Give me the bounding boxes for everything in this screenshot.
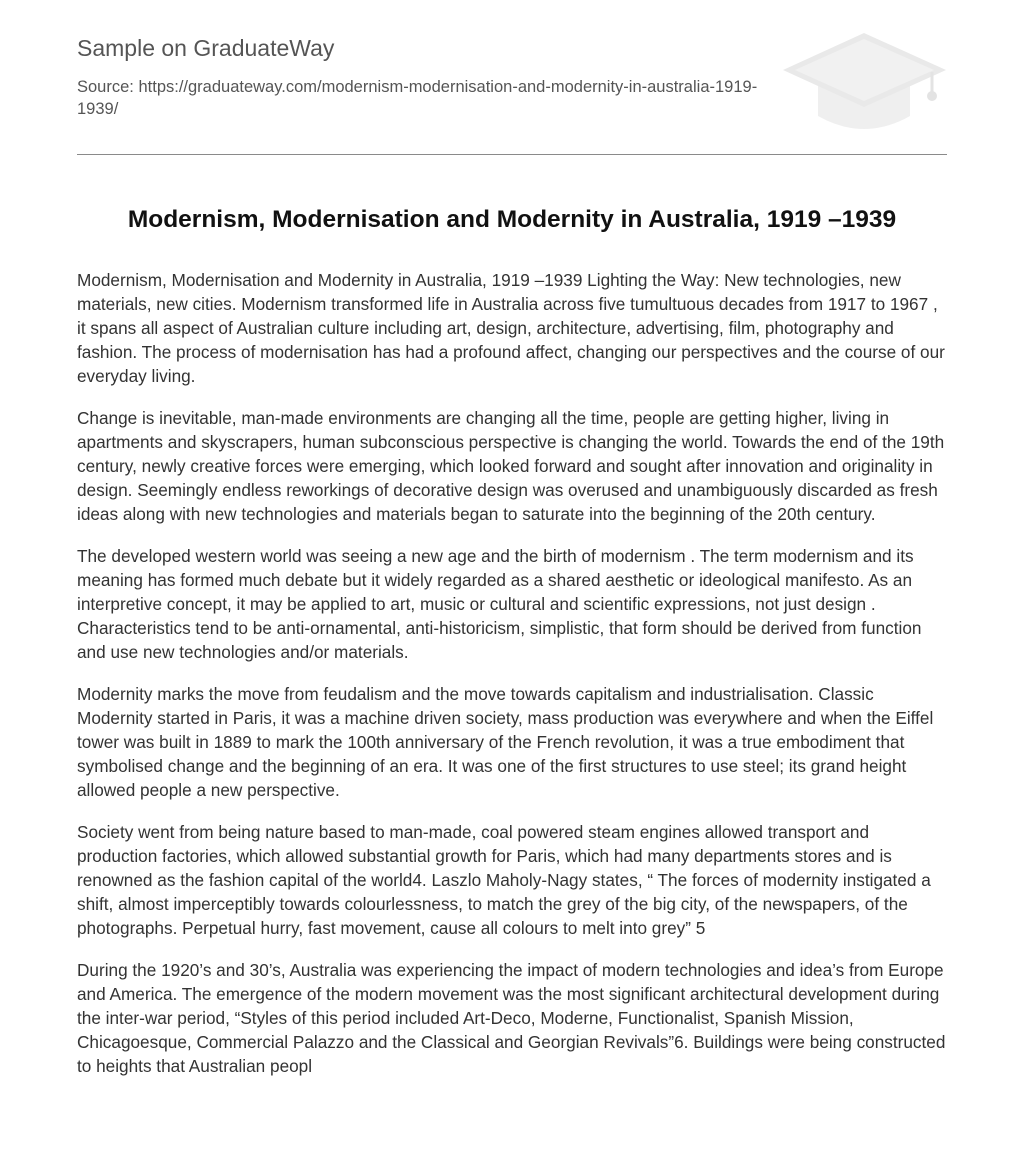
- source-label: Source:: [77, 78, 134, 96]
- paragraph: The developed western world was seeing a new age and the birth of modernism . The term modernism and its meaning has formed much debate but it widely regarded as a shared aesthetic or ideological manifesto. As an interpretive concept, it may be applied to art, music or cultural and scientific expressions, not just design . Characteristics tend to be anti-ornamental, anti-historicism, simplistic, that form should be derived from function and use new technologies and/or materials.: [77, 546, 922, 662]
- paragraph: Society went from being nature based to man-made, coal powered steam engines allowed transport and production factories, which allowed substantial growth for Paris, which had many departments stores and is renowned as the fashion capital of the world4. Laszlo Maholy-Nagy states, “ The forces of modernity instigated a shift, almost imperceptibly towards colourlessness, to match the grey of the big city, of the newspapers, of the photographs. Perpetual hurry, fast movement, cause all colours to melt into grey” 5: [77, 822, 931, 938]
- header-divider: [77, 154, 947, 155]
- paragraph: During the 1920’s and 30’s, Australia was experiencing the impact of modern technologies and idea’s from Europe and America. The emergence of the modern movement was the most significant architectural development during the inter-war period, “Styles of this period included Art-Deco, Moderne, Functionalist, Spanish Mission, Chicagoesque, Commercial Palazzo and the Classical and Georgian Revivals”6. Buildings were being constructed to heights that Australian peopl: [77, 960, 946, 1076]
- document-title: Modernism, Modernisation and Modernity in Australia, 1919 –1939: [127, 206, 897, 233]
- paragraph: Modernity marks the move from feudalism and the move towards capitalism and industrialisation. Classic Modernity started in Paris, it was a machine driven society, mass production was everywhere and when the Eiffel tower was built in 1889 to mark the 100th anniversary of the French revolution, it was a true embodiment that symbolised change and the beginning of an era. It was one of the first structures to use steel; its grand height allowed people a new perspective.: [77, 684, 934, 800]
- paragraph: Change is inevitable, man-made environments are changing all the time, people are getting higher, living in apartments and skyscrapers, human subconscious perspective is changing the world. Towards the end of the 19th century, newly creative forces were emerging, which looked forward and sought after innovation and originality in design. Seemingly endless reworkings of decorative design was overused and unambiguously discarded as fresh ideas along with new technologies and materials began to saturate into the beginning of the 20th century.: [77, 408, 945, 524]
- source-link[interactable]: https://graduateway.com/modernism-modernisation-and-modernity-in-australia-1919-1939/: [77, 78, 758, 118]
- source-line: [77, 76, 797, 120]
- graduation-cap-icon: [780, 30, 950, 135]
- site-title: Sample on GraduateWay: [77, 35, 335, 61]
- document-body: [77, 268, 949, 1096]
- paragraph: Modernism, Modernisation and Modernity in Australia, 1919 –1939 Lighting the Way: New technologies, new materials, new cities. Modernism transformed life in Australia across five tumultuous decades from 1917 to 1967 , it spans all aspect of Australian culture including art, design, architecture, advertising, film, photography and fashion. The process of modernisation has had a profound affect, changing our perspectives and the course of our everyday living.: [77, 270, 945, 386]
